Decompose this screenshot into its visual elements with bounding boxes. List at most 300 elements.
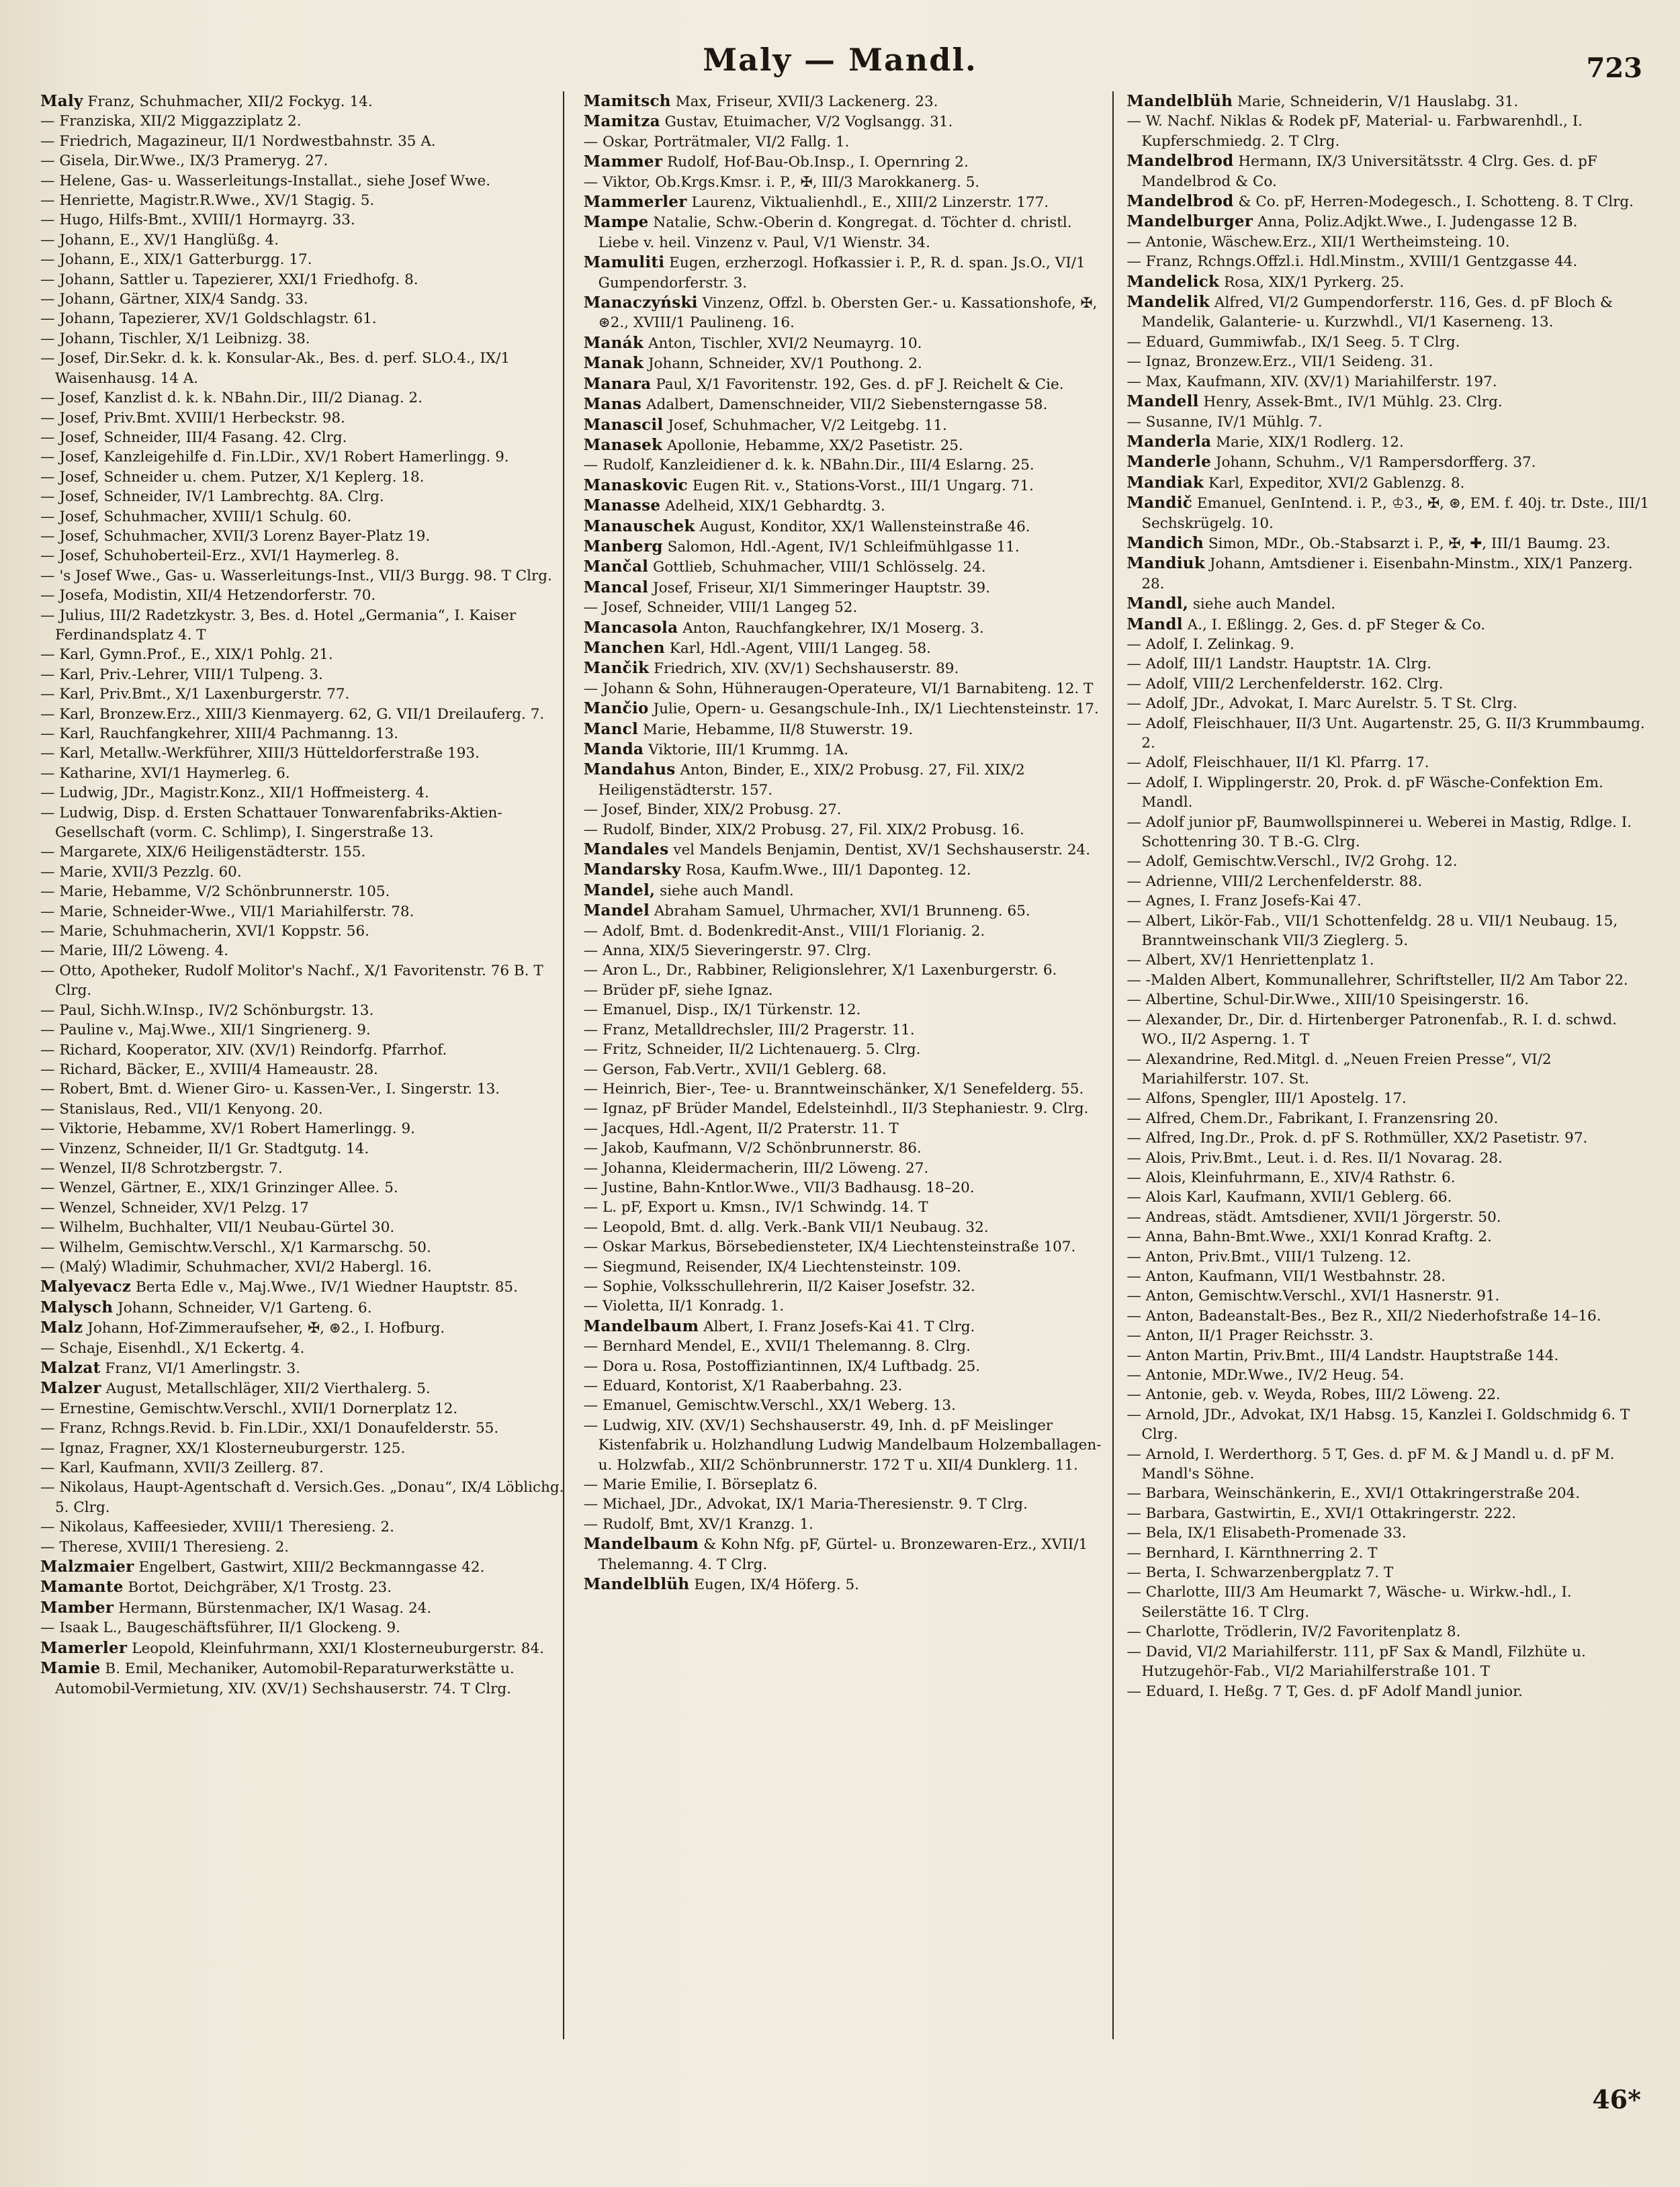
entry-text: — Anton, Kaufmann, VII/1 Westbahnstr. 28. (1126, 1267, 1446, 1285)
directory-entry (1126, 1267, 1652, 1286)
entry-text: — Adolf, III/1 Landstr. Hauptstr. 1A. Clrg. (1126, 656, 1431, 673)
entry-text: — Adolf, Fleischhauer, II/3 Unt. Augartenstr. 25, G. II/3 Krummbaumg. 2. (1126, 715, 1645, 752)
entry-surname: Manderla (1126, 432, 1212, 451)
directory-entry (1126, 191, 1652, 212)
entry-text: — Anton, Gemischtw.Verschl., XVI/1 Hasnerstr. 91. (1126, 1288, 1500, 1305)
entry-text: Alfred, VI/2 Gumpendorferstr. 116, Ges. d. pF Bloch & Mandelik, Galanterie- u. Kurzwhdl., VI/1 Kaserneng. 13. (1141, 294, 1613, 331)
directory-entry (584, 173, 1110, 192)
entry-text: — Adolf junior pF, Baumwollspinnerei u. Weberei in Mastig, Rdlge. I. Schottenring 30. T B.-G. Clrg. (1126, 813, 1632, 851)
directory-entry (584, 1237, 1110, 1257)
entry-text: — Nikolaus, Kaffeesieder, XVIII/1 Theresieng. 2. (40, 1519, 394, 1536)
entry-text: Gottlieb, Schuhmacher, VIII/1 Schlösselg. 24. (653, 559, 986, 576)
entry-surname: Manasse (583, 496, 661, 515)
entry-surname: Mandiak (1126, 473, 1204, 492)
directory-entry (584, 1040, 1110, 1059)
entry-text: — Johann, Tapezierer, XV/1 Goldschlagstr. 61. (40, 310, 377, 328)
directory-entry (1126, 635, 1652, 654)
entry-text: — Charlotte, III/3 Am Heumarkt 7, Wäsche- u. Wirkw.-hdl., I. Seilerstätte 16. T Clrg. (1126, 1584, 1572, 1621)
directory-entry (1126, 813, 1652, 852)
entry-surname: Manauschek (583, 517, 695, 535)
entry-text: Abraham Samuel, Uhrmacher, XVI/1 Brunneng. 65. (654, 903, 1030, 920)
directory-entry (40, 1020, 566, 1040)
entry-surname: Manaczyński (583, 294, 698, 312)
entry-text: — Jakob, Kaufmann, V/2 Schönbrunnerstr. 86. (583, 1140, 922, 1157)
directory-entry (584, 598, 1110, 617)
entry-surname: Mamitza (583, 112, 660, 131)
entry-text: — Barbara, Gastwirtin, E., XVI/1 Ottakringerstr. 222. (1126, 1505, 1517, 1522)
entry-text: Engelbert, Gastwirt, XIII/2 Beckmanngasse 42. (138, 1559, 485, 1576)
directory-entry (1126, 1642, 1652, 1682)
entry-text: — Pauline v., Maj.Wwe., XII/1 Singrienerg. 9. (40, 1022, 371, 1039)
entry-text: — Ignaz, Bronzew.Erz., VII/1 Seideng. 31. (1126, 353, 1433, 371)
directory-entry (584, 192, 1110, 212)
directory-entry (1126, 1544, 1652, 1563)
entry-surname: Manderle (1126, 453, 1212, 472)
entry-text: — Brüder pF, siehe Ignaz. (583, 981, 773, 999)
entry-text: — Anna, XIX/5 Sieveringerstr. 97. Clrg. (583, 942, 872, 960)
entry-text: Josef, Schuhmacher, V/2 Leitgebg. 11. (668, 416, 947, 434)
entry-text: Franz, Schuhmacher, XII/2 Fockyg. 14. (87, 93, 373, 110)
entry-text: — Oskar, Porträtmaler, VI/2 Fallg. 1. (583, 133, 850, 150)
directory-column-1 (40, 91, 566, 2080)
directory-entry (584, 152, 1110, 172)
directory-entry (40, 1419, 566, 1438)
entry-surname: Mandelik (1126, 293, 1210, 312)
entry-text: — Gisela, Dir.Wwe., IX/3 Prameryg. 27. (40, 152, 328, 170)
entry-surname: Mandales (583, 840, 669, 859)
directory-entry (40, 467, 566, 487)
entry-text: — Alfred, Ing.Dr., Prok. d. pF S. Rothmüller, XX/2 Pasetistr. 97. (1126, 1130, 1588, 1147)
directory-entry (1126, 1326, 1652, 1345)
directory-entry (584, 881, 1110, 901)
directory-entry (1126, 1445, 1652, 1484)
entry-text: Johann, Schneider, V/1 Garteng. 6. (118, 1299, 372, 1316)
entry-surname: Mandelbrod (1126, 192, 1234, 211)
directory-entry (1126, 1247, 1652, 1267)
directory-entry (584, 1159, 1110, 1178)
directory-entry (40, 1577, 566, 1597)
entry-text: August, Metallschläger, XII/2 Vierthalerg. 5. (105, 1380, 431, 1398)
directory-entry (1126, 911, 1652, 951)
directory-entry (40, 1001, 566, 1020)
directory-entry (1126, 674, 1652, 694)
entry-text: — Franz, Rchngs.Revid. b. Fin.LDir., XXI/1 Donaufelderstr. 55. (40, 1420, 499, 1437)
entry-text: — Marie, Hebamme, V/2 Schönbrunnerstr. 105. (40, 883, 390, 901)
entry-text: — Franz, Rchngs.Offzl.i. Hdl.Minstm., XVIII/1 Gentzgasse 44. (1126, 253, 1578, 271)
entry-text: Berta Edle v., Maj.Wwe., IV/1 Wiedner Hauptstr. 85. (135, 1279, 518, 1296)
directory-entry (584, 212, 1110, 253)
directory-entry (1126, 1346, 1652, 1366)
directory-entry (1126, 372, 1652, 392)
entry-surname: Malysch (40, 1298, 114, 1316)
directory-entry (1126, 432, 1652, 452)
entry-text: — Adolf, I. Wipplingerstr. 20, Prok. d. pF Wäsche-Confektion Em. Mandl. (1126, 774, 1603, 811)
directory-entry (40, 151, 566, 171)
entry-text: Gustav, Etuimacher, V/2 Voglsangg. 31. (664, 114, 953, 131)
entry-text: Natalie, Schw.-Oberin d. Kongregat. d. Töchter d. christl. Liebe v. heil. Vinzenz v. Paul, V/1 Wienstr. 34. (598, 214, 1072, 251)
entry-text: — Johanna, Kleidermacherin, III/2 Löweng. 27. (583, 1159, 929, 1177)
entry-text: — Eduard, I. Heßg. 7 T, Ges. d. pF Adolf Mandl junior. (1126, 1683, 1523, 1700)
entry-text: Emanuel, GenIntend. i. P., ♔3., ✠, ⊛, EM. f. 40j. tr. Dste., III/1 Sechskrügelg. 10. (1141, 495, 1650, 532)
entry-text: — Susanne, IV/1 Mühlg. 7. (1126, 413, 1323, 431)
directory-entry (40, 764, 566, 783)
entry-text: — Paul, Sichh.W.Insp., IV/2 Schönburgstr. 13. (40, 1001, 374, 1019)
entry-text: — Friedrich, Magazineur, II/1 Nordwestbahnstr. 35 A. (40, 132, 436, 150)
entry-text: — Anna, Bahn-Bmt.Wwe., XXI/1 Konrad Kraftg. 2. (1126, 1229, 1492, 1246)
entry-text: — Karl, Bronzew.Erz., XIII/3 Kienmayerg. 62, G. VII/1 Dreilauferg. 7. (40, 705, 545, 723)
entry-surname: Mamitsch (583, 92, 671, 110)
entry-text: — Aron L., Dr., Rabbiner, Religionslehrer, X/1 Laxenburgerstr. 6. (583, 962, 1057, 979)
directory-entry (40, 447, 566, 467)
entry-text: Franz, VI/1 Amerlingstr. 3. (105, 1360, 301, 1377)
entry-text: Anna, Poliz.Adjkt.Wwe., I. Judengasse 12 B. (1257, 214, 1578, 231)
directory-entry (40, 744, 566, 763)
entry-text: & Co. pF, Herren-Modegesch., I. Schotteng. 8. T Clrg. (1238, 193, 1634, 211)
entry-text: — (Malý) Wladimir, Schuhmacher, XVI/2 Habergl. 16. (40, 1258, 432, 1276)
entry-text: Anton, Rauchfangkehrer, IX/1 Moserg. 3. (682, 619, 984, 637)
entry-surname: Manas (583, 395, 642, 414)
entry-text: Marie, Hebamme, II/8 Stuwerstr. 19. (642, 721, 914, 738)
entry-text: Eugen, IX/4 Höferg. 5. (694, 1576, 860, 1594)
directory-entry (1126, 272, 1652, 292)
directory-entry (40, 1119, 566, 1139)
directory-entry (584, 638, 1110, 658)
directory-entry (584, 1376, 1110, 1396)
entry-text: — Ignaz, pF Brüder Mandel, Edelsteinhdl., II/3 Stephaniestr. 9. Clrg. (583, 1100, 1089, 1118)
entry-text: Rosa, Kaufm.Wwe., III/1 Daponteg. 12. (685, 862, 971, 879)
entry-text: — Henriette, Magistr.R.Wwe., XV/1 Stagig. 5. (40, 192, 375, 210)
directory-entry (40, 684, 566, 704)
directory-entry (584, 353, 1110, 373)
entry-text: — Adolf, Fleischhauer, II/1 Kl. Pfarrg. 17. (1126, 754, 1429, 772)
entry-surname: Malzat (40, 1359, 101, 1377)
directory-entry (1126, 473, 1652, 493)
directory-entry (1126, 1109, 1652, 1128)
entry-text: — Dora u. Rosa, Postoffiziantinnen, IX/4 Luftbadg. 25. (583, 1357, 981, 1375)
directory-entry (584, 699, 1110, 719)
directory-entry (40, 191, 566, 210)
entry-text: — Arnold, I. Werderthorg. 5 T, Ges. d. pF M. & J Mandl u. d. pF M. Mandl's Söhne. (1126, 1445, 1615, 1483)
entry-text: Josef, Friseur, XI/1 Simmeringer Hauptstr. 39. (653, 579, 990, 596)
entry-text: — Marie, Schneider-Wwe., VII/1 Mariahilferstr. 78. (40, 903, 414, 920)
entry-text: Anton, Tischler, XVI/2 Neumayrg. 10. (648, 334, 922, 352)
entry-text: — Arnold, JDr., Advokat, IX/1 Habsg. 15, Kanzlei I. Goldschmidg 6. T Clrg. (1126, 1406, 1630, 1443)
directory-entry (1126, 1010, 1652, 1050)
entry-surname: Mandelick (1126, 272, 1220, 291)
directory-entry (584, 800, 1110, 819)
directory-entry (40, 1557, 566, 1577)
entry-text: Johann, Amtsdiener i. Eisenbahn-Minstm., XIX/1 Panzerg. 28. (1141, 555, 1633, 592)
entry-surname: Mančio (583, 699, 649, 718)
entry-text: Vinzenz, Offzl. b. Obersten Ger.- u. Kassationshofe, ✠, ⊛2., XVIII/1 Paulineng. 16. (598, 295, 1098, 332)
directory-entry (584, 1020, 1110, 1040)
directory-entry (1126, 553, 1652, 594)
entry-text: — Richard, Bäcker, E., XVIII/4 Hameaustr. 28. (40, 1061, 378, 1078)
entry-text: — Nikolaus, Haupt-Agentschaft d. Versich.Ges. „Donau“, IX/4 Löblichg. 5. Clrg. (40, 1479, 564, 1516)
directory-entry (1126, 990, 1652, 1010)
directory-entry (40, 1478, 566, 1517)
entry-text: Johann, Hof-Zimmeraufseher, ✠, ⊛2., I. Hofburg. (87, 1320, 445, 1337)
entry-surname: Mamie (40, 1659, 101, 1678)
entry-text: — Helene, Gas- u. Wasserleitungs-Installat., siehe Josef Wwe. (40, 172, 491, 189)
entry-text: — W. Nachf. Niklas & Rodek pF, Material- u. Farbwarenhdl., I. Kupferschmiedg. 2. T Clrg. (1126, 113, 1583, 150)
directory-entry (584, 415, 1110, 435)
directory-entry (40, 1159, 566, 1178)
entry-surname: Manda (583, 740, 644, 758)
directory-entry (1126, 1208, 1652, 1227)
directory-entry (584, 922, 1110, 941)
entry-text: — Marie, XVII/3 Pezzlg. 60. (40, 863, 242, 881)
entry-text: Anton, Binder, E., XIX/2 Probusg. 27, Fil. XIX/2 Heiligenstädterstr. 157. (598, 762, 1025, 799)
entry-surname: Mamante (40, 1578, 124, 1597)
entry-text: — Adrienne, VIII/2 Lerchenfelderstr. 88. (1126, 873, 1423, 890)
entry-surname: Mandelblüh (583, 1575, 690, 1594)
entry-text: — Julius, III/2 Radetzkystr. 3, Bes. d. Hotel „Germania“, I. Kaiser Ferdinandsplatz 4. T (40, 607, 517, 643)
directory-entry (40, 902, 566, 922)
directory-entry (1126, 1286, 1652, 1306)
directory-entry (40, 250, 566, 269)
directory-entry (1126, 151, 1652, 191)
entry-text: — Wenzel, II/8 Schrotzbergstr. 7. (40, 1159, 283, 1177)
directory-entry (1126, 1227, 1652, 1247)
directory-entry (584, 1574, 1110, 1595)
entry-surname: Mamerler (40, 1638, 128, 1657)
entry-text: — Isaak L., Baugeschäftsführer, II/1 Glockeng. 9. (40, 1619, 401, 1637)
entry-text: — Gerson, Fab.Vertr., XVII/1 Geblerg. 68. (583, 1061, 887, 1078)
directory-entry (1126, 694, 1652, 713)
directory-entry (40, 1198, 566, 1218)
entry-surname: Manchen (583, 638, 665, 657)
directory-entry (40, 171, 566, 191)
entry-text: — Josef, Schuhmacher, XVII/3 Lorenz Bayer-Platz 19. (40, 527, 431, 545)
entry-text: — Andreas, städt. Amtsdiener, XVII/1 Jörgerstr. 50. (1126, 1208, 1501, 1226)
entry-text: — Stanislaus, Red., VII/1 Kenyong. 20. (40, 1100, 323, 1118)
entry-surname: Mandel, (583, 881, 656, 899)
directory-entry (584, 1416, 1110, 1475)
directory-entry (40, 705, 566, 724)
entry-text: Paul, X/1 Favoritenstr. 192, Ges. d. pF J. Reichelt & Cie. (656, 375, 1064, 393)
directory-entry (40, 1100, 566, 1119)
directory-entry (1126, 714, 1652, 754)
entry-text: August, Konditor, XX/1 Wallensteinstraße 46. (699, 518, 1030, 535)
entry-text: Laurenz, Viktualienhdl., E., XIII/2 Linzerstr. 177. (691, 194, 1049, 212)
entry-text: — Johann, Gärtner, XIX/4 Sandg. 33. (40, 291, 308, 308)
entry-surname: Malzmaier (40, 1558, 134, 1576)
entry-text: — Bernhard Mendel, E., XVII/1 Thelemanng. 8. Clrg. (583, 1338, 971, 1355)
directory-entry (584, 1316, 1110, 1337)
entry-surname: Mammer (583, 152, 663, 171)
directory-entry (584, 860, 1110, 880)
directory-entry (40, 1358, 566, 1378)
entry-surname: Mandl (1126, 615, 1183, 633)
directory-entry (584, 1257, 1110, 1277)
entry-text: — Josef, Schneider u. chem. Putzer, X/1 Keplerg. 18. (40, 468, 425, 486)
directory-entry (584, 760, 1110, 800)
directory-entry (584, 1534, 1110, 1574)
entry-text: — Rudolf, Kanzleidiener d. k. k. NBahn.Dir., III/4 Eslarng. 25. (583, 457, 1034, 474)
directory-entry (1126, 1484, 1652, 1503)
directory-entry (40, 1638, 566, 1658)
entry-text: — Ernestine, Gemischtw.Verschl., XVII/1 Dornerplatz 12. (40, 1400, 458, 1417)
directory-entry (40, 1318, 566, 1338)
entry-text: B. Emil, Mechaniker, Automobil-Reparaturwerkstätte u. Automobil-Vermietung, XIV. (XV/1) Sechshauserstr. 74. T Clrg. (55, 1660, 515, 1697)
directory-entry (40, 1298, 566, 1318)
entry-text: A., I. Eßlingg. 2, Ges. d. pF Steger & Co. (1187, 616, 1486, 633)
entry-text: Johann, Schneider, XV/1 Pouthong. 2. (648, 355, 922, 373)
directory-entry (1126, 232, 1652, 252)
entry-text: — Ludwig, JDr., Magistr.Konz., XII/1 Hoffmeisterg. 4. (40, 785, 429, 802)
directory-entry (584, 517, 1110, 537)
entry-text: — Heinrich, Bier-, Tee- u. Branntweinschänker, X/1 Senefelderg. 55. (583, 1080, 1084, 1098)
directory-entry (40, 210, 566, 230)
directory-entry (40, 803, 566, 843)
entry-text: — Josef, Kanzlist d. k. k. NBahn.Dir., III/2 Dianag. 2. (40, 390, 423, 407)
directory-entry (1126, 852, 1652, 871)
directory-entry (584, 394, 1110, 414)
entry-text: — Josef, Schuhoberteil-Erz., XVI/1 Haymerleg. 8. (40, 547, 400, 565)
entry-text: — Alfons, Spengler, III/1 Apostelg. 17. (1126, 1090, 1407, 1108)
entry-text: — Josef, Binder, XIX/2 Probusg. 27. (583, 801, 842, 819)
entry-text: — Franziska, XII/2 Miggazziplatz 2. (40, 113, 302, 130)
entry-text: — Ludwig, XIV. (XV/1) Sechshauserstr. 49, Inh. d. pF Meislinger Kistenfabrik u. Holzhandlung Ludwig Mandelbaum Holzemballagen- u. Holzwfab., XII/2 Schönbrunnerstr. 172 T u. XII/4 Dunklerg. 11. (583, 1417, 1102, 1474)
entry-text: — Robert, Bmt. d. Wiener Giro- u. Kassen-Ver., I. Singerstr. 13. (40, 1081, 500, 1098)
directory-entry (1126, 332, 1652, 352)
directory-entry (1126, 1563, 1652, 1582)
directory-entry (40, 862, 566, 882)
entry-text: — Josef, Kanzleigehilfe d. Fin.LDir., XV/1 Robert Hamerlingg. 9. (40, 449, 509, 466)
directory-entry (584, 1119, 1110, 1139)
entry-text: vel Mandels Benjamin, Dentist, XV/1 Sechshauserstr. 24. (673, 842, 1091, 859)
directory-entry (1126, 352, 1652, 371)
entry-text: — Wenzel, Schneider, XV/1 Pelzg. 17 (40, 1199, 309, 1216)
entry-text: — Margarete, XIX/6 Heiligenstädterstr. 155. (40, 844, 366, 861)
directory-entry (584, 333, 1110, 353)
page-number: 723 (1586, 52, 1642, 84)
directory-entry (1126, 773, 1652, 813)
entry-surname: Mandahus (583, 760, 676, 779)
directory-entry (1126, 292, 1652, 332)
entry-text: — Josef, Schneider, IV/1 Lambrechtg. 8A. Clrg. (40, 488, 384, 506)
entry-text: — Alfred, Chem.Dr., Fabrikant, I. Franzensring 20. (1126, 1110, 1499, 1127)
entry-surname: Mandelbrod (1126, 152, 1234, 171)
entry-text: — Rudolf, Binder, XIX/2 Probusg. 27, Fil. XIX/2 Probusg. 16. (583, 821, 1024, 838)
entry-text: — Johann, E., XIX/1 Gatterburgg. 17. (40, 251, 312, 269)
directory-columns (40, 91, 1652, 2080)
entry-text: — Siegmund, Reisender, IX/4 Liechtensteinstr. 109. (583, 1258, 961, 1276)
directory-entry (40, 507, 566, 527)
entry-text: Rosa, XIX/1 Pyrkerg. 25. (1224, 273, 1405, 291)
directory-entry (40, 882, 566, 901)
entry-surname: Manascil (583, 415, 664, 434)
entry-text: — Emanuel, Gemischtw.Verschl., XX/1 Weberg. 13. (583, 1397, 956, 1415)
directory-entry (40, 428, 566, 447)
entry-text: — Otto, Apotheker, Rudolf Molitor's Nachf., X/1 Favoritenstr. 76 B. T Clrg. (40, 962, 543, 999)
entry-text: — Anton, Badeanstalt-Bes., Bez R., XII/2 Niederhofstraße 14–16. (1126, 1307, 1601, 1325)
entry-text: — Antonie, Wäschew.Erz., XII/1 Wertheimsteing. 10. (1126, 233, 1510, 251)
entry-text: — Johann, Sattler u. Tapezierer, XXI/1 Friedhofg. 8. (40, 271, 418, 288)
directory-entry (584, 1060, 1110, 1079)
entry-surname: Manaskovic (583, 476, 688, 494)
directory-entry (584, 537, 1110, 557)
entry-surname: Mandiuk (1126, 554, 1205, 573)
entry-text: — Barbara, Weinschänkerin, E., XVI/1 Ottakringerstraße 204. (1126, 1485, 1581, 1503)
entry-text: — Vinzenz, Schneider, II/1 Gr. Stadtgutg. 14. (40, 1140, 369, 1157)
directory-entry (40, 230, 566, 250)
directory-entry (1126, 594, 1652, 614)
entry-text: & Kohn Nfg. pF, Gürtel- u. Bronzewaren-Erz., XVII/1 Thelemanng. 4. T Clrg. (598, 1536, 1088, 1573)
entry-text: — Josef, Schneider, VIII/1 Langeg 52. (583, 599, 858, 617)
entry-surname: Manara (583, 374, 652, 393)
entry-text: Henry, Assek-Bmt., IV/1 Mühlg. 23. Clrg. (1203, 394, 1503, 411)
entry-text: Albert, I. Franz Josefs-Kai 41. T Clrg. (703, 1318, 975, 1335)
directory-entry (40, 1458, 566, 1478)
directory-entry (584, 618, 1110, 638)
directory-entry (584, 1337, 1110, 1356)
directory-entry (584, 132, 1110, 152)
entry-text: — Schaje, Eisenhdl., X/1 Eckertg. 4. (40, 1339, 305, 1357)
entry-text: — Karl, Rauchfangkehrer, XIII/4 Pachmanng. 13. (40, 725, 399, 742)
directory-entry (1126, 654, 1652, 674)
entry-surname: Mammerler (583, 193, 687, 212)
directory-entry (584, 496, 1110, 516)
entry-text: siehe auch Mandel. (1192, 596, 1336, 613)
entry-text: — Therese, XVIII/1 Theresieng. 2. (40, 1538, 290, 1556)
directory-entry (584, 1277, 1110, 1296)
entry-text: — Fritz, Schneider, II/2 Lichtenauerg. 5. Clrg. (583, 1041, 921, 1059)
directory-entry (584, 1218, 1110, 1237)
directory-column-2 (584, 91, 1110, 2080)
directory-entry (584, 1079, 1110, 1099)
entry-text: — David, VI/2 Mariahilferstr. 111, pF Sax & Mandl, Filzhüte u. Hutzugehör-Fab., VI/2 Mariahilferstraße 101. T (1126, 1643, 1586, 1681)
directory-entry (40, 329, 566, 349)
directory-entry (40, 645, 566, 664)
entry-text: Apollonie, Hebamme, XX/2 Pasetistr. 25. (667, 437, 963, 454)
entry-text: — Adolf, I. Zelinkag. 9. (1126, 635, 1294, 653)
entry-text: — Ignaz, Fragner, XX/1 Klosterneuburgerstr. 125. (40, 1439, 406, 1457)
directory-entry (584, 557, 1110, 577)
entry-text: Friedrich, XIV. (XV/1) Sechshauserstr. 89. (654, 660, 959, 678)
directory-entry (584, 1396, 1110, 1415)
entry-text: — Adolf, VIII/2 Lerchenfelderstr. 162. Clrg. (1126, 675, 1444, 693)
entry-text: — Bela, IX/1 Elisabeth-Promenade 33. (1126, 1525, 1407, 1542)
directory-entry (40, 487, 566, 506)
entry-surname: Mančal (583, 557, 649, 576)
entry-surname: Mandelburger (1126, 212, 1253, 231)
directory-entry (584, 476, 1110, 496)
directory-entry (1126, 1682, 1652, 1701)
entry-text: Hermann, Bürstenmacher, IX/1 Wasag. 24. (118, 1599, 432, 1617)
directory-entry (1126, 412, 1652, 432)
entry-text: Simon, MDr., Ob.-Stabsarzt i. P., ✠, ✚, III/1 Baumg. 23. (1208, 535, 1611, 552)
directory-entry (40, 842, 566, 862)
directory-entry (40, 566, 566, 586)
entry-text: — Johann, E., XV/1 Hanglüßg. 4. (40, 231, 279, 249)
entry-surname: Mandič (1126, 494, 1193, 512)
directory-entry (584, 1139, 1110, 1158)
entry-surname: Mandell (1126, 392, 1199, 411)
directory-entry (1126, 1128, 1652, 1148)
directory-entry (584, 719, 1110, 740)
entry-text: — Karl, Gymn.Prof., E., XIX/1 Pohlg. 21. (40, 646, 333, 664)
entry-text: — Alois, Priv.Bmt., Leut. i. d. Res. II/1 Novarag. 28. (1126, 1149, 1503, 1167)
entry-surname: Manak (583, 354, 644, 373)
directory-entry (584, 658, 1110, 678)
entry-text: — Antonie, MDr.Wwe., IV/2 Heug. 54. (1126, 1367, 1405, 1384)
entry-surname: Manák (583, 333, 644, 352)
directory-entry (1126, 111, 1652, 151)
entry-surname: Mandelbaum (583, 1535, 699, 1554)
directory-entry (40, 1238, 566, 1257)
